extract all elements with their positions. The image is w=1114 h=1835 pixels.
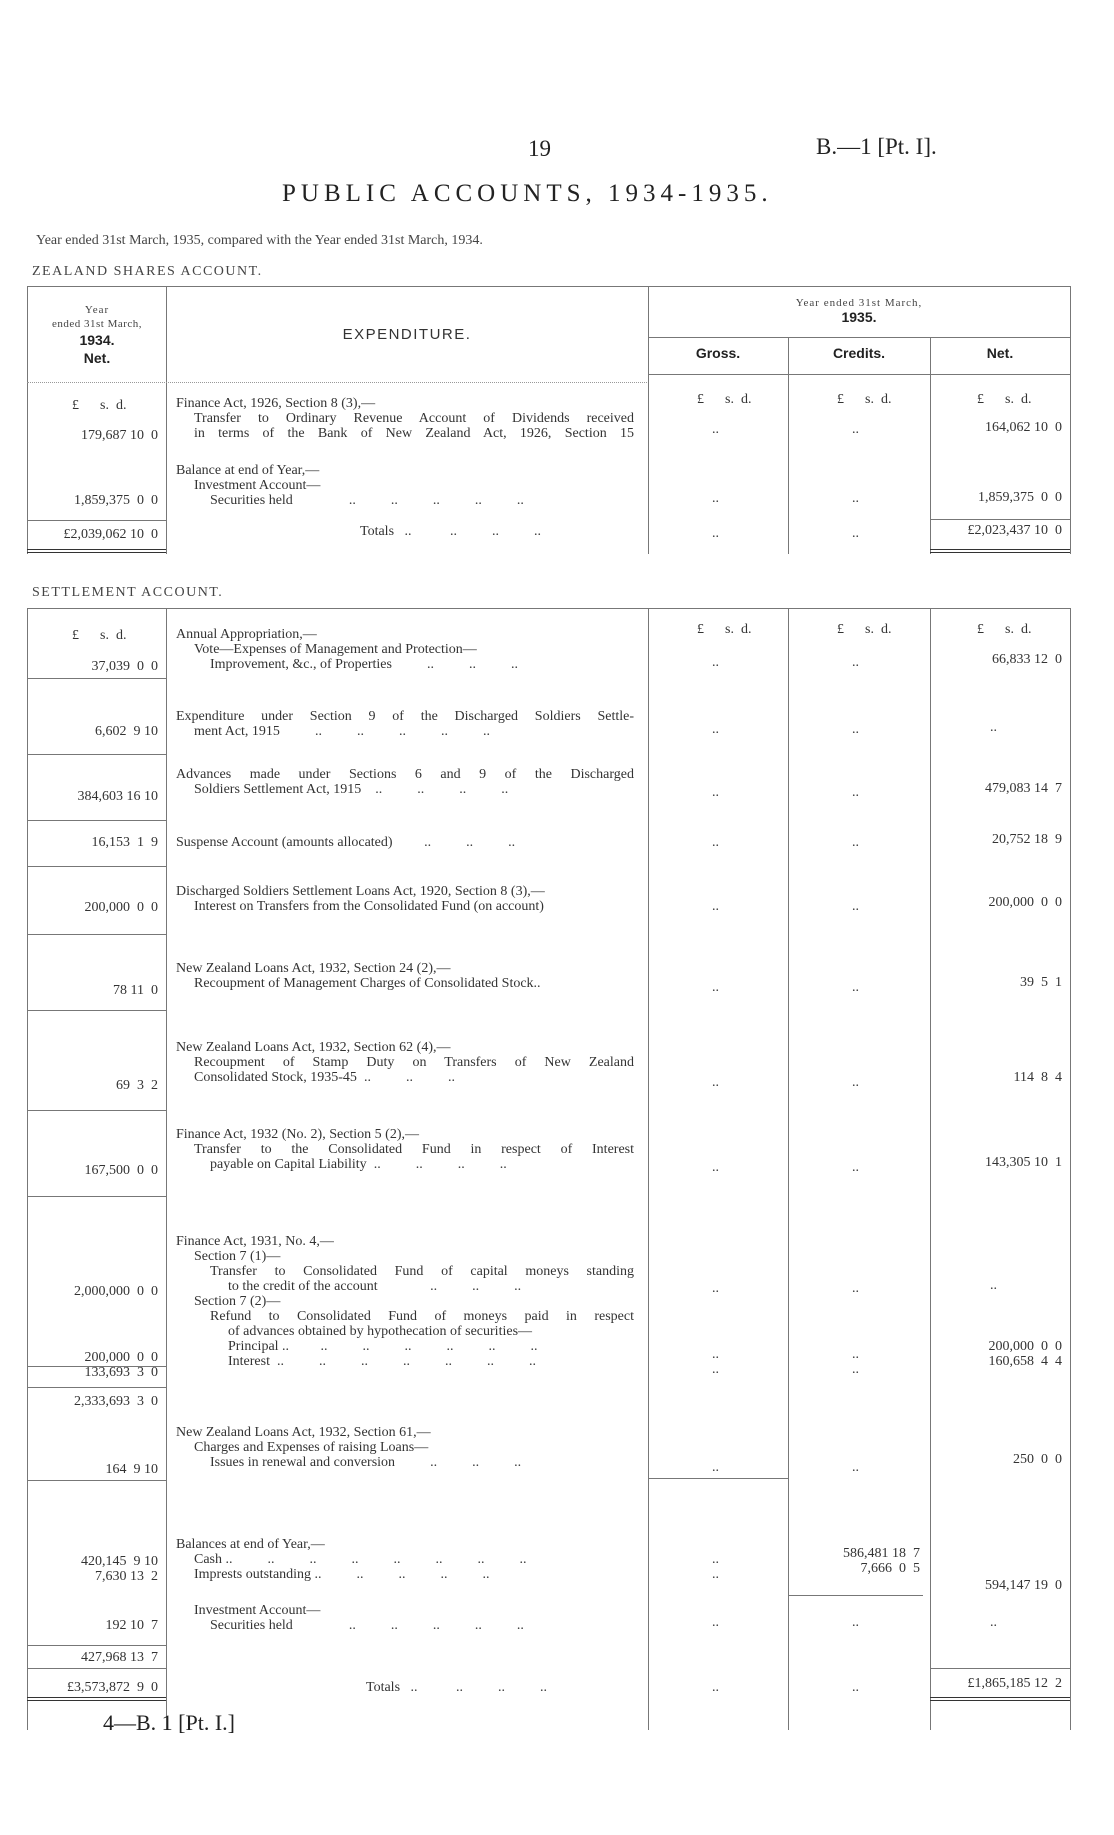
amount-1934: 16,153 1 9	[91, 835, 158, 850]
header-year-1934-line1: Year	[84, 304, 110, 316]
amount-1934: 200,000 0 0	[84, 1350, 158, 1365]
units-label: £ s. d.	[697, 392, 752, 407]
table-rule	[930, 608, 931, 1730]
total-1934: £3,573,872 9 0	[67, 1680, 158, 1695]
table-rule	[648, 1478, 788, 1479]
item-description: Investment Account— Securities held .. .. .. .. ..	[194, 1603, 524, 1633]
nil-marker: ..	[712, 422, 719, 437]
amount-1934: 420,145 9 10	[81, 1554, 158, 1569]
table-rule	[930, 549, 1070, 553]
table-rule	[27, 1196, 166, 1197]
table-rule	[27, 520, 166, 521]
table-rule	[27, 934, 166, 935]
table-rule	[788, 337, 789, 554]
nil-marker: ..	[712, 722, 719, 737]
amount-net: 66,833 12 0	[992, 652, 1062, 667]
amount-1934: 200,000 0 0	[84, 900, 158, 915]
item-description: Balances at end of Year,— Cash .. .. .. .. .. .. .. .. Imprests outstanding .. .. .. .. ..	[176, 1537, 527, 1582]
nil-marker: ..	[852, 655, 859, 670]
nil-marker: ..	[852, 1615, 859, 1630]
amount-net: 250 0 0	[1013, 1452, 1062, 1467]
nil-marker: ..	[990, 1278, 997, 1293]
nil-marker: ..	[852, 422, 859, 437]
header-net: Net.	[986, 345, 1014, 361]
item-description: Finance Act, 1932 (No. 2), Section 5 (2),— Transfer to the Consolidated Fund in respect of Interest payable on Capital Liability .. .. .. ..	[176, 1127, 634, 1172]
units-label: £ s. d.	[977, 622, 1032, 637]
nil-marker: ..	[852, 1281, 859, 1296]
item-description: Advances made under Sections 6 and 9 of the Discharged Soldiers Settlement Act, 1915 .. .. .. ..	[176, 767, 634, 797]
table-rule	[930, 1697, 1070, 1701]
amount-net: 39 5 1	[1020, 975, 1062, 990]
amount-1934: 179,687 10 0	[81, 428, 158, 443]
amount-1934: 1,859,375 0 0	[74, 493, 158, 508]
nil-marker: ..	[852, 785, 859, 800]
item-description: New Zealand Loans Act, 1932, Section 61,— Charges and Expenses of raising Loans— Issues in renewal and conversion .. .. ..	[176, 1425, 522, 1470]
amount-net: 200,000 0 0	[988, 895, 1062, 910]
amount-net: 20,752 18 9	[992, 832, 1062, 847]
amount-1934: 6,602 9 10	[95, 724, 158, 739]
table-rule	[27, 866, 166, 867]
nil-marker: ..	[712, 526, 719, 541]
nil-marker: ..	[712, 1075, 719, 1090]
total-net: £1,865,185 12 2	[967, 1676, 1062, 1691]
units-label: £ s. d.	[697, 622, 752, 637]
nil-marker: ..	[852, 1160, 859, 1175]
table-rule	[27, 1387, 166, 1388]
item-description: New Zealand Loans Act, 1932, Section 62 (4),— Recoupment of Stamp Duty on Transfers of New Zealand Consolidated Stock, 1935-45 .. .. ..	[176, 1040, 634, 1085]
table-rule	[166, 608, 167, 1730]
table-rule	[648, 286, 649, 554]
table-rule	[788, 1595, 923, 1596]
nil-marker: ..	[712, 899, 719, 914]
item-description: Discharged Soldiers Settlement Loans Act, 1920, Section 8 (3),— Interest on Transfers from the Consolidated Fund (on account)	[176, 884, 545, 914]
item-description: Balance at end of Year,— Investment Account— Securities held .. .. .. .. ..	[176, 463, 524, 508]
table-rule	[27, 382, 647, 383]
nil-marker: ..	[712, 1362, 719, 1377]
table-rule	[648, 374, 1070, 375]
page-title: PUBLIC ACCOUNTS, 1934-1935.	[282, 180, 773, 207]
nil-marker: ..	[852, 1362, 859, 1377]
amount-net: 1,859,375 0 0	[978, 490, 1062, 505]
nil-marker: ..	[852, 1075, 859, 1090]
table-rule	[648, 337, 1070, 338]
amount-net: 164,062 10 0	[985, 420, 1062, 435]
amount-1934: 2,000,000 0 0	[74, 1284, 158, 1299]
table-rule	[930, 1668, 1070, 1669]
totals-row: Totals .. .. .. ..	[360, 524, 542, 539]
nil-marker: ..	[712, 785, 719, 800]
amount-1934: 192 10 7	[105, 1618, 158, 1633]
header-year-1935-line1: Year ended 31st March,	[795, 297, 923, 309]
table-rule	[27, 1697, 166, 1701]
table-rule	[27, 1668, 166, 1669]
nil-marker: ..	[712, 1567, 719, 1582]
nil-marker: ..	[712, 1615, 719, 1630]
item-description: Annual Appropriation,— Vote—Expenses of Management and Protection— Improvement, &c., of Properties .. .. ..	[176, 627, 518, 672]
amount-1934: 384,603 16 10	[77, 789, 158, 804]
nil-marker: ..	[852, 1680, 859, 1695]
header-year-1934-net: Net.	[83, 350, 111, 366]
amount-net: 143,305 10 1	[985, 1155, 1062, 1170]
amount-credits: 7,666 0 5	[860, 1561, 920, 1576]
table-rule	[930, 337, 931, 554]
table-rule	[27, 1010, 166, 1011]
units-label: £ s. d.	[72, 628, 127, 643]
item-description: Finance Act, 1931, No. 4,— Section 7 (1)— Transfer to Consolidated Fund of capital moneys standing to the credit of the account .. .. .. Section 7 (2)— Refund to Consolidated Fund of moneys paid in respect of advances obtained by hypothecation of securities— Principal .. .. .. .. .. .. .. Interest .. .. .. .. .. .. ..	[176, 1234, 634, 1369]
table-rule	[648, 608, 649, 1730]
totals-row: Totals .. .. .. ..	[366, 1680, 548, 1695]
table-rule	[27, 820, 166, 821]
nil-marker: ..	[712, 1680, 719, 1695]
table-rule	[788, 608, 789, 1730]
nil-marker: ..	[852, 1460, 859, 1475]
nil-marker: ..	[990, 720, 997, 735]
table-rule	[27, 608, 1070, 609]
table-rule	[1070, 608, 1071, 1730]
table-rule	[27, 678, 166, 679]
table-rule	[27, 1480, 166, 1481]
nil-marker: ..	[712, 835, 719, 850]
units-label: £ s. d.	[977, 392, 1032, 407]
page-subtitle: Year ended 31st March, 1935, compared with the Year ended 31st March, 1934.	[36, 233, 483, 248]
item-description: Expenditure under Section 9 of the Discharged Soldiers Settle- ment Act, 1915 .. .. .. .. ..	[176, 709, 634, 739]
subtotal-1934: 427,968 13 7	[81, 1650, 158, 1665]
amount-1934: 69 3 2	[116, 1078, 158, 1093]
nil-marker: ..	[712, 1281, 719, 1296]
amount-net: 114 8 4	[1013, 1070, 1062, 1085]
header-year-1934-year: 1934.	[79, 332, 115, 348]
units-label: £ s. d.	[837, 392, 892, 407]
nil-marker: ..	[712, 1552, 719, 1567]
amount-1934: 7,630 13 2	[95, 1569, 158, 1584]
nil-marker: ..	[852, 980, 859, 995]
nil-marker: ..	[852, 722, 859, 737]
nil-marker: ..	[852, 899, 859, 914]
amount-net: 160,658 4 4	[988, 1354, 1062, 1369]
nil-marker: ..	[852, 526, 859, 541]
amount-net: 594,147 19 0	[985, 1578, 1062, 1593]
amount-1934: 78 11 0	[113, 983, 158, 998]
header-year-1934-line2: ended 31st March,	[51, 318, 143, 330]
subtotal-1934: 2,333,693 3 0	[74, 1394, 158, 1409]
nil-marker: ..	[712, 1160, 719, 1175]
nil-marker: ..	[712, 1460, 719, 1475]
table-rule	[27, 286, 1070, 287]
table-rule	[27, 754, 166, 755]
item-description: Suspense Account (amounts allocated) .. .. ..	[176, 835, 516, 850]
item-description: Finance Act, 1926, Section 8 (3),— Transfer to Ordinary Revenue Account of Dividends received in terms of the Bank of New Zealand Act, 1926, Section 15	[176, 396, 634, 441]
header-credits: Credits.	[832, 345, 886, 361]
units-label: £ s. d.	[72, 398, 127, 413]
amount-1934: 164 9 10	[105, 1462, 158, 1477]
nil-marker: ..	[990, 1615, 997, 1630]
nil-marker: ..	[712, 1347, 719, 1362]
table-rule	[27, 1110, 166, 1111]
table-rule	[1070, 286, 1071, 554]
nil-marker: ..	[852, 1347, 859, 1362]
units-label: £ s. d.	[837, 622, 892, 637]
nil-marker: ..	[712, 491, 719, 506]
nil-marker: ..	[712, 655, 719, 670]
header-expenditure: EXPENDITURE.	[342, 326, 472, 343]
header-gross: Gross.	[695, 345, 741, 361]
amount-1934: 37,039 0 0	[91, 659, 158, 674]
nil-marker: ..	[852, 835, 859, 850]
amount-net: 479,083 14 7	[985, 781, 1062, 796]
amount-net: 200,000 0 0	[988, 1339, 1062, 1354]
table-rule	[27, 549, 166, 553]
amount-1934: 133,693 3 0	[84, 1365, 158, 1380]
table-rule	[27, 1645, 166, 1646]
table-rule	[930, 519, 1070, 520]
nil-marker: ..	[852, 491, 859, 506]
section-title-shares: ZEALAND SHARES ACCOUNT.	[32, 264, 263, 279]
item-description: New Zealand Loans Act, 1932, Section 24 (2),— Recoupment of Management Charges of Consolidated Stock..	[176, 961, 541, 991]
nil-marker: ..	[712, 980, 719, 995]
footer-signature-mark: 4—B. 1 [Pt. I.]	[103, 1710, 235, 1735]
page-reference: B.—1 [Pt. I].	[816, 134, 937, 159]
page-number: 19	[528, 136, 551, 161]
total-1934: £2,039,062 10 0	[63, 527, 158, 542]
section-title-settlement: SETTLEMENT ACCOUNT.	[32, 585, 224, 600]
header-year-1935-year: 1935.	[841, 309, 877, 325]
amount-1934: 167,500 0 0	[84, 1163, 158, 1178]
amount-credits: 586,481 18 7	[843, 1546, 920, 1561]
total-net: £2,023,437 10 0	[967, 523, 1062, 538]
